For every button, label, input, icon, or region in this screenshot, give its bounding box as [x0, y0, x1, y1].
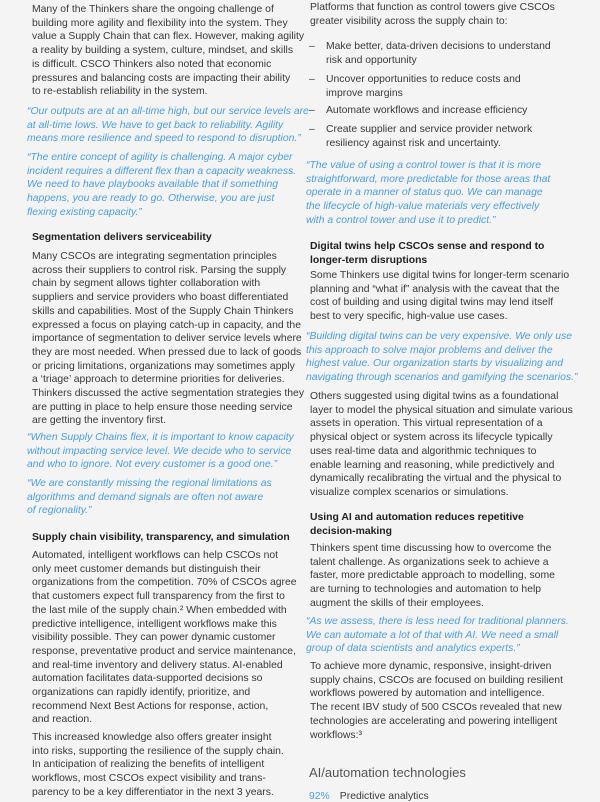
talent-paragraph: Thinkers spent time discussing how to overcome the talent challenge. As organizations seek to achieve a faster, more predictable approach to modelling, some are turning to technologies and automation to help augment the skills of their employees. — [310, 543, 555, 609]
heading-segmentation: Segmentation delivers serviceability — [32, 232, 212, 243]
quote-digital-twins: “Building digital twins can be very expensive. We only use this approach to solve major problems and deliver the highest value. Our organization starts by visualizing and navigating through scenarios and gamifying the scenarios.” — [306, 331, 578, 384]
segmentation-paragraph: Many CSCOs are integrating segmentation principles across their suppliers to control risk. Parsing the supply chain by segment allows tighter collaboration with suppliers and service providers who boast differentiated skills and capabilities. Most of the Supply Chain Thinkers expressed a focus on playing catch-up in capacity, and the importance of segmentation to deliver service levels where they are most needed. When pressed due to lack of goods or pricing limitations, organizations may sometimes apply a ‘triage’ approach to determine priorities for deliveries. Thinkers discussed the active segmentation strategies they are putting in place to help ensure those needing service are getting the inventory first. — [32, 251, 305, 427]
heading-visibility: Supply chain visibility, transparency, and simulation — [32, 532, 290, 543]
insight-paragraph: This increased knowledge also offers greater insight into risks, supporting the resilience of the supply chain. In anticipation of realizing the benefits of intelligent workflows, most CSCOs expect visibility and trans- parency to be a key differentiator in the next 3 years. — [32, 732, 284, 798]
workflows-paragraph: To achieve more dynamic, responsive, insight-driven supply chains, CSCOs are focused on building resilient workflows powered by automation and intelligence. The recent IBV study of 500 CSCOs revealed that new technologies are accelerating and powering intelligent workflows:³ — [310, 661, 563, 741]
digital-twins-foundation-paragraph: Others suggested using digital twins as a foundational layer to model the physical situation and simulate various assets in operation. This virtual representation of a physical object or system across its lifecycle typically uses real-time data and algorithmic techniques to enable learning and reasoning, while predictively and dynamically recalibrating the virtual and the physical to visualize complex scenarios or simulations. — [310, 391, 573, 498]
stat-percent: 92% — [309, 791, 330, 802]
list-item — [309, 123, 532, 150]
control-towers-paragraph: Platforms that function as control towers give CSCOs greater visibility across the supply chain to: — [310, 2, 555, 27]
quote-planners: “As we assess, there is less need for traditional planners. We can automate a lot of that with AI. We need a small group of data scientists and analytics experts.” — [306, 616, 569, 655]
quote-agility-cyber: “The entire concept of agility is challenging. A major cyber incident requires a different flex than a capacity weakness. We need to have playbooks available that if something happens, you are ready to go. Otherwise, you are just flexing existing capacity.” — [27, 152, 297, 218]
quote-agility-reliability: “Our outputs are at an all-time high, but our service levels are at all-time lows. We have to get back to reliability. Agility means more resilience and speed to respond to disruption.” — [27, 106, 309, 145]
list-item-text: Make better, data-driven decisions to understand risk and opportunity — [326, 41, 551, 66]
dash-bullet: – — [309, 41, 315, 52]
visibility-paragraph: Automated, intelligent workflows can help CSCOs not only meet customer demands but distinguish their organizations from the competition. 70% of CSCOs agree that customers expect full transparency from the first to the last mile of the supply chain.² When embedded with predictive intelligence, intelligent workflows make this visibility possible. They can power dynamic customer response, preventative product and service maintenance, and real-time inventory and delivery status. AI-enabled automation facilitates data-supported decisions so organizations can rapidly identify, prioritize, and recommend Next Best Actions for response, action, and reaction. — [32, 550, 297, 726]
quote-control-tower: “The value of using a control tower is that it is more straightforward, more predictable for those areas that operate in a manner of status quo. We can manage the lifecycle of high-value materials very effectively with a control tower and use it to predict.” — [306, 160, 551, 226]
quote-capacity: “When Supply Chains flex, it is important to know capacity without impacting service level. We decide who to service and who to ignore. Not every customer is a good one.” — [27, 432, 294, 471]
list-item-text: Automate workflows and increase efficiency — [326, 105, 528, 116]
list-item — [309, 104, 527, 118]
dash-bullet: – — [309, 124, 315, 135]
list-item-text: Uncover opportunities to reduce costs and improve margins — [326, 74, 521, 99]
stat-label: Predictive analytics — [339, 791, 429, 802]
dash-bullet: – — [309, 74, 315, 85]
dash-bullet: – — [309, 105, 315, 116]
chart-title: AI/automation technologies — [309, 765, 466, 780]
stat-row — [309, 791, 429, 802]
digital-twins-paragraph: Some Thinkers use digital twins for longer-term scenario planning and “what if” analysis with the caveat that the cost of building and using digital twins may lend itself best to very specific, high-value use cases. — [310, 270, 570, 323]
quote-regional: “We are constantly missing the regional limitations as algorithms and demand signals are often not aware of regionality.” — [27, 478, 272, 517]
list-item — [309, 40, 551, 67]
heading-digital-twins: Digital twins help CSCOs sense and respond to longer-term disruptions — [310, 241, 545, 266]
list-item-text: Create supplier and service provider network resiliency against risk and uncertainty. — [326, 124, 533, 149]
heading-ai-automation: Using AI and automation reduces repetitive decision-making — [310, 512, 524, 537]
intro-paragraph: Many of the Thinkers share the ongoing challenge of building more agility and flexibility into the system. They value a Supply Chain that can flex. However, making agility a reality by building a system, culture, mindset, and skills is difficult. CSCO Thinkers also noted that economic pressures and balancing costs are impacting their ability to re-establish reliability in the system. — [32, 4, 305, 98]
list-item — [309, 73, 521, 100]
